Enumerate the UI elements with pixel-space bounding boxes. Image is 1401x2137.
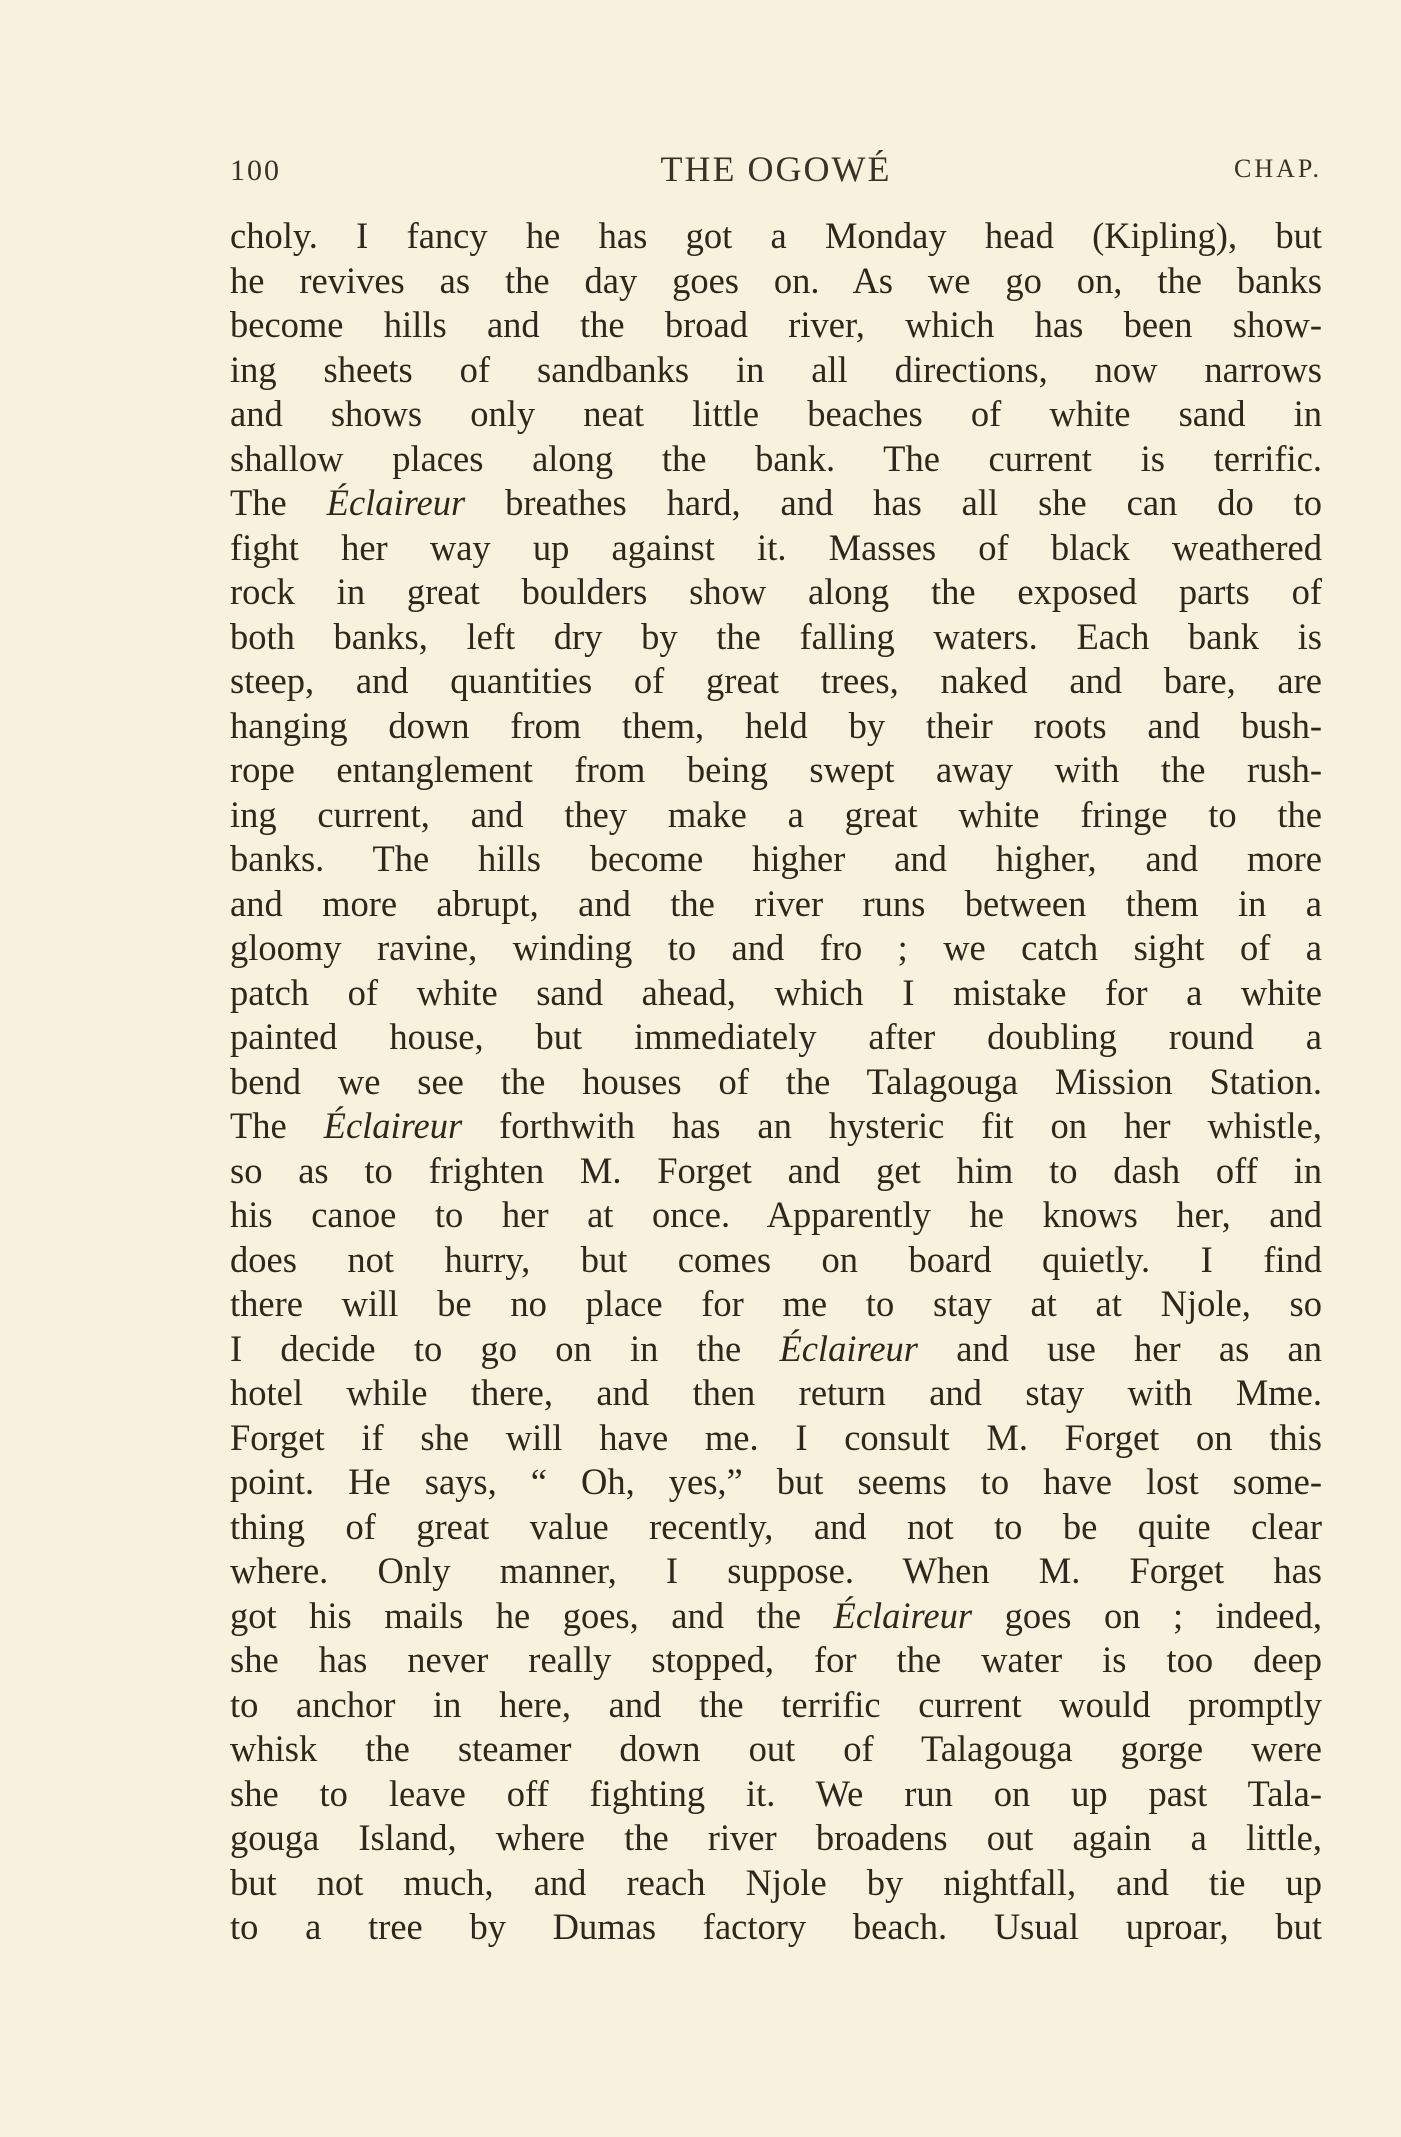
text-line: become hills and the broad river, which has been show- (230, 304, 1322, 345)
text-line: to a tree by Dumas factory beach. Usual uproar, but (230, 1906, 1322, 1947)
ship-name: Éclaireur (779, 1327, 918, 1369)
text-line: hanging down from them, held by their roots and bush- (230, 704, 1322, 746)
text-line (230, 1104, 1322, 1149)
text-line: both banks, left dry by the falling waters. Each bank is (230, 615, 1322, 657)
text-segment: The (230, 482, 327, 523)
text-line: bend we see the houses of the Talagouga Mission Station. (230, 1060, 1322, 1102)
text-line: ing sheets of sandbanks in all directions, now narrows (230, 348, 1322, 390)
text-line: patch of white sand ahead, which I mistake for a white (230, 971, 1322, 1013)
text-line: where. Only manner, I suppose. When M. Forget has (230, 1550, 1322, 1591)
text-segment: breathes hard, and has all she can do to (465, 482, 1322, 523)
text-line: steep, and quantities of great trees, naked and bare, are (230, 660, 1322, 701)
text-segment: I decide to go on in the (230, 1327, 780, 1369)
text-segment: goes on ; indeed, (972, 1594, 1323, 1636)
text-line: gouga Island, where the river broadens out again a little, (230, 1817, 1322, 1858)
text-line: to anchor in here, and the terrific current would promptly (230, 1683, 1322, 1725)
text-line: he revives as the day goes on. As we go on, the banks (230, 259, 1322, 301)
text-line: thing of great value recently, and not to be quite clear (230, 1505, 1322, 1547)
text-segment: The (230, 1105, 324, 1146)
text-line: she has never really stopped, for the water is too deep (230, 1639, 1322, 1680)
text-line: rock in great boulders show along the exposed parts of (230, 571, 1322, 612)
text-line: and more abrupt, and the river runs between them in a (230, 882, 1322, 924)
text-line: choly. I fancy he has got a Monday head (Kipling), but (230, 215, 1322, 256)
text-line: painted house, but immediately after doubling round a (230, 1016, 1322, 1057)
text-line: his canoe to her at once. Apparently he knows her, and (230, 1194, 1322, 1235)
text-line: gloomy ravine, winding to and fro ; we catch sight of a (230, 927, 1322, 968)
text-line: ing current, and they make a great white fringe to the (230, 793, 1322, 835)
text-line: banks. The hills become higher and higher, and more (230, 838, 1322, 879)
text-line: Forget if she will have me. I consult M. Forget on this (230, 1416, 1322, 1458)
ship-name: Éclaireur (323, 1105, 463, 1146)
text-line: does not hurry, but comes on board quietly. I find (230, 1238, 1322, 1280)
text-line: so as to frighten M. Forget and get him to dash off in (230, 1149, 1322, 1191)
text-line: shallow places along the bank. The current is terrific. (230, 437, 1322, 479)
text-line: but not much, and reach Njole by nightfall, and tie up (230, 1861, 1322, 1903)
text-line: fight her way up against it. Masses of black weathered (230, 526, 1322, 568)
text-line: whisk the steamer down out of Talagouga gorge were (230, 1728, 1322, 1769)
text-line: there will be no place for me to stay at at Njole, so (230, 1283, 1322, 1324)
text-line (230, 481, 1322, 526)
body-text (230, 214, 1322, 1950)
running-title: THE OGOWÉ (660, 149, 892, 189)
running-head (230, 148, 1322, 198)
chapter-abbreviation: CHAP. (1234, 154, 1322, 183)
text-line: she to leave off fighting it. We run on up past Tala- (230, 1772, 1322, 1814)
text-line (230, 1327, 1322, 1372)
text-line: hotel while there, and then return and stay with Mme. (230, 1372, 1322, 1413)
text-segment: got his mails he goes, and the (230, 1594, 834, 1636)
text-line: point. He says, “ Oh, yes,” but seems to have lost some- (230, 1461, 1322, 1502)
text-line: and shows only neat little beaches of white sand in (230, 393, 1322, 434)
text-line: rope entanglement from being swept away with the rush- (230, 749, 1322, 790)
text-segment: and use her as an (917, 1327, 1322, 1369)
page-number: 100 (230, 154, 281, 187)
text-segment: forthwith has an hysteric fit on her whistle, (462, 1105, 1323, 1146)
text-line (230, 1594, 1322, 1639)
ship-name: Éclaireur (326, 482, 466, 523)
ship-name: Éclaireur (833, 1594, 973, 1636)
